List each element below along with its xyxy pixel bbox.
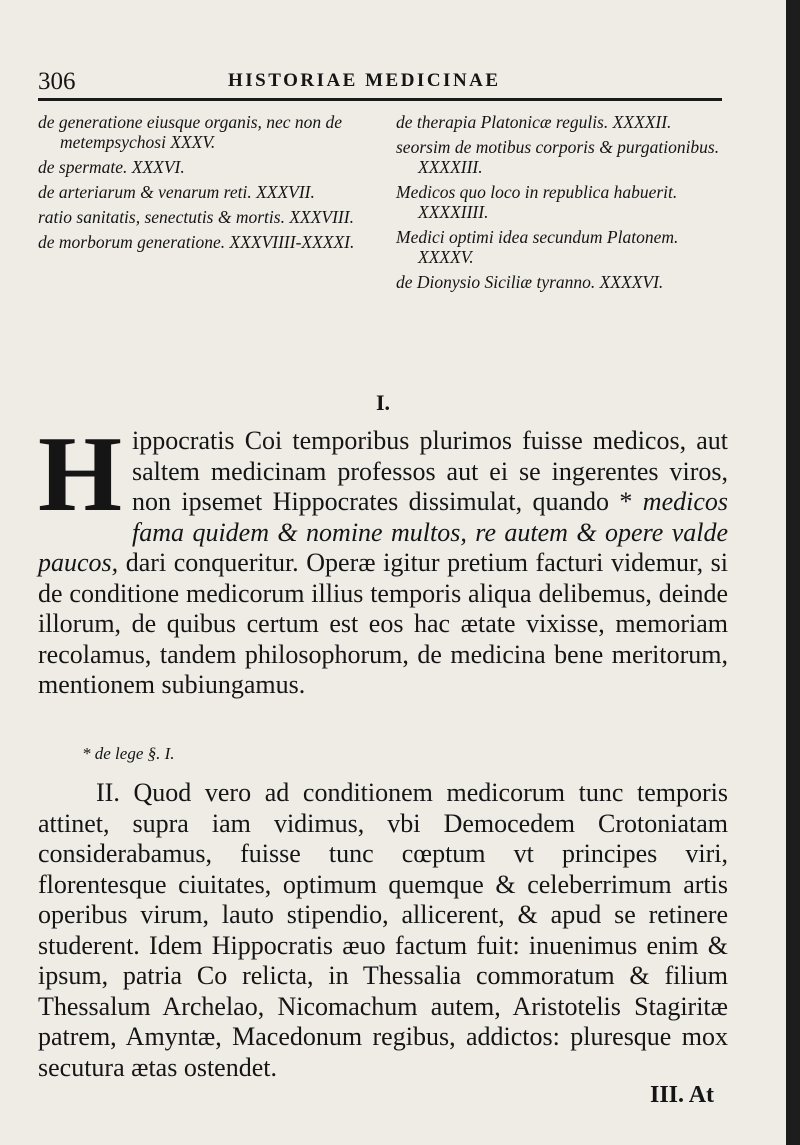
paragraph-one-quotation: medicos fama quidem & nomine multos, re autem & opere valde paucos, [38,487,728,577]
contents-entry: de therapia Platonicæ regulis. XXXXII. [396,112,672,132]
contents-entry: de Dionysio Siciliæ tyranno. XXXXVI. [396,272,664,292]
paragraph-one-text-b: dari conqueritur. Operæ igitur pretium facturi videmur, si de conditione medicorum illius temporis aliqua delibemus, deinde illorum, de quibus certum est eos hac ætate vixisse, memoriam recolamus, tandem philosophorum, de medicina bene meritorum, mentionem subiungamus. [38,548,728,699]
contents-entry: de arteriarum & venarum reti. XXXVII. [38,182,315,202]
page-header [38,62,722,96]
footnote: * de lege §. I. [82,744,175,763]
drop-cap: H [38,415,123,534]
contents-left-column [38,112,378,257]
contents-entry: de morborum generatione. XXXVIIII-XXXXI. [38,232,355,252]
contents-entry: ratio sanitatis, senectutis & mortis. XXXVIII. [38,207,354,227]
paragraph-two: II. Quod vero ad conditionem medicorum tunc temporis attinet, supra iam vidimus, vbi Democedem Crotoniatam considerabamus, fuisse tunc cœptum vt principes viri, florentesque ciuitates, optimum quemque & celeberrimum artis operibus virum, lauto stipendio, allicerent, & apud se retinere studerent. Idem Hippocratis æuo factum fuit: inuenimus enim & ipsum, patria Co relicta, in Thessalia commoratum & filium Thessalum Archelao, Nicomachum autem, Aristotelis Stagiritæ patrem, Amyntæ, Macedonum regibus, addictos: pluresque mox secutura ætas ostendet. [38,778,728,1082]
contents-entry: seorsim de motibus corporis & purgationibus. XXXXIII. [396,137,720,177]
section-number: I. [376,390,391,415]
contents-right-column [396,112,728,297]
contents-entry: de generatione eiusque organis, nec non de metempsychosi XXXV. [38,112,343,152]
header-rule [38,98,722,101]
page-edge-shadow [786,0,800,1145]
paragraph-one [38,415,728,701]
contents-entry: de spermate. XXXVI. [38,157,185,177]
catchword: III. At [650,1082,715,1108]
running-title: HISTORIAE MEDICINAE [228,70,501,91]
paragraph-one-text-a: ippocratis Coi temporibus plurimos fuisse medicos, aut saltem medicinam professos aut ei se ingerentes viros, non ipsemet Hippocrates dissimulat, quando * [132,426,728,516]
page-number: 306 [38,68,76,95]
contents-entry: Medicos quo loco in republica habuerit. XXXXIIII. [396,182,678,222]
contents-entry: Medici optimi idea secundum Platonem. XXXXV. [396,227,679,267]
